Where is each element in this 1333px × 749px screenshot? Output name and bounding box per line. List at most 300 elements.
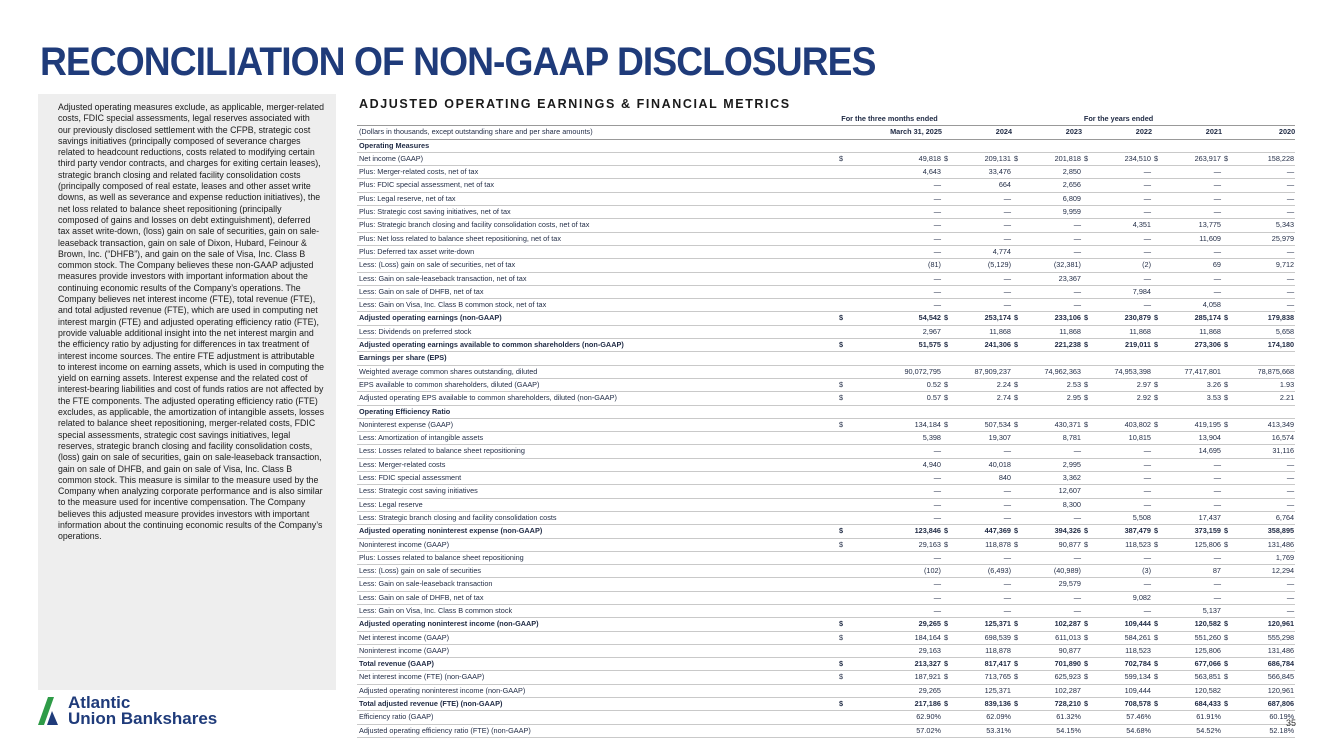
currency-symbol	[1012, 485, 1024, 498]
cell-value: —	[1024, 445, 1082, 458]
table-row	[357, 485, 1295, 498]
currency-symbol	[1222, 325, 1234, 338]
logo-text-union-bankshares: Union Bankshares	[68, 709, 218, 728]
cell-value: 179,838	[1234, 312, 1295, 325]
cell-value: —	[1094, 166, 1152, 179]
row-label: Less: Amortization of intangible assets	[357, 432, 837, 445]
row-label: Less: FDIC special assessment	[357, 472, 837, 485]
cell-value: —	[1164, 272, 1222, 285]
cell-value: 358,895	[1234, 525, 1295, 538]
cell-value: —	[849, 511, 942, 524]
cell-value: 74,962,363	[1024, 365, 1082, 378]
table-row	[357, 285, 1295, 298]
cell-value: 201,818	[1024, 152, 1082, 165]
currency-symbol	[1222, 511, 1234, 524]
cell-value: 77,417,801	[1164, 365, 1222, 378]
currency-symbol	[942, 711, 954, 724]
cell-value: —	[1234, 179, 1295, 192]
cell-value: 187,921	[849, 671, 942, 684]
currency-symbol	[942, 192, 954, 205]
currency-symbol: $	[1082, 698, 1094, 711]
row-label: Noninterest income (GAAP)	[357, 644, 837, 657]
cell-value: 25,979	[1234, 232, 1295, 245]
currency-symbol	[942, 498, 954, 511]
cell-value: —	[954, 578, 1012, 591]
cell-value: 120,961	[1234, 684, 1295, 697]
cell-value: (81)	[849, 259, 942, 272]
cell-value: —	[954, 511, 1012, 524]
cell-value: 555,298	[1234, 631, 1295, 644]
cell-value: 9,082	[1094, 591, 1152, 604]
cell-value: (5,129)	[954, 259, 1012, 272]
currency-symbol	[837, 206, 849, 219]
currency-symbol	[942, 485, 954, 498]
cell-value: —	[1234, 458, 1295, 471]
cell-value: —	[1234, 166, 1295, 179]
currency-symbol	[1082, 565, 1094, 578]
cell-value: 62.90%	[849, 711, 942, 724]
cell-value: —	[1094, 179, 1152, 192]
row-label: Less: Gain on sale of DHFB, net of tax	[357, 591, 837, 604]
cell-value: 120,582	[1164, 618, 1222, 631]
currency-symbol: $	[1152, 671, 1164, 684]
currency-symbol: $	[1222, 658, 1234, 671]
currency-symbol	[1152, 458, 1164, 471]
currency-symbol: $	[1222, 392, 1234, 405]
atlantic-union-a-icon	[38, 697, 64, 725]
cell-value: 19,307	[954, 432, 1012, 445]
cell-value: 2,656	[1024, 179, 1082, 192]
cell-value: 2.92	[1094, 392, 1152, 405]
cell-value: 2,967	[849, 325, 942, 338]
currency-symbol: $	[1082, 671, 1094, 684]
cell-value: —	[849, 245, 942, 258]
currency-symbol: $	[1012, 671, 1024, 684]
currency-symbol	[1152, 206, 1164, 219]
currency-symbol	[1012, 724, 1024, 737]
row-label: Total adjusted revenue (FTE) (non-GAAP)	[357, 698, 837, 711]
cell-value: 9,959	[1024, 206, 1082, 219]
table-row	[357, 325, 1295, 338]
currency-symbol	[942, 591, 954, 604]
cell-value: 118,523	[1094, 644, 1152, 657]
currency-symbol	[942, 565, 954, 578]
currency-symbol	[837, 591, 849, 604]
currency-symbol	[1222, 299, 1234, 312]
cell-value: 118,878	[954, 538, 1012, 551]
cell-value: 11,868	[1164, 325, 1222, 338]
financial-metrics-table	[357, 113, 1295, 738]
currency-symbol	[1222, 232, 1234, 245]
cell-value: 17,437	[1164, 511, 1222, 524]
cell-value: 5,658	[1234, 325, 1295, 338]
table-total-row	[357, 339, 1295, 352]
currency-symbol: $	[1152, 392, 1164, 405]
cell-value: 3.53	[1164, 392, 1222, 405]
currency-symbol: $	[942, 392, 954, 405]
currency-symbol	[837, 684, 849, 697]
table-row	[357, 565, 1295, 578]
cell-value: 184,164	[849, 631, 942, 644]
currency-symbol: $	[942, 538, 954, 551]
table-row	[357, 299, 1295, 312]
currency-symbol	[942, 219, 954, 232]
currency-symbol: $	[1222, 418, 1234, 431]
cell-value: 394,326	[1024, 525, 1082, 538]
cell-value: —	[954, 219, 1012, 232]
currency-symbol: $	[837, 538, 849, 551]
row-label: Plus: Strategic cost saving initiatives, net of tax	[357, 206, 837, 219]
cell-value: —	[1234, 498, 1295, 511]
row-label: Less: Gain on sale-leaseback transaction, net of tax	[357, 272, 837, 285]
cell-value: 1.93	[1234, 378, 1295, 391]
column-header: 2020	[1222, 126, 1295, 139]
currency-symbol: $	[1152, 631, 1164, 644]
currency-symbol	[1152, 232, 1164, 245]
cell-value: —	[1164, 472, 1222, 485]
cell-value: 118,523	[1094, 538, 1152, 551]
cell-value: —	[1094, 192, 1152, 205]
currency-symbol	[1082, 432, 1094, 445]
currency-symbol	[942, 472, 954, 485]
currency-symbol	[837, 299, 849, 312]
cell-value: 213,327	[849, 658, 942, 671]
cell-value: —	[1024, 219, 1082, 232]
cell-value: 125,806	[1164, 644, 1222, 657]
currency-symbol	[1082, 232, 1094, 245]
cell-value: 684,433	[1164, 698, 1222, 711]
cell-value: 102,287	[1024, 618, 1082, 631]
cell-value: —	[1024, 232, 1082, 245]
cell-value: 234,510	[1094, 152, 1152, 165]
cell-value: 209,131	[954, 152, 1012, 165]
currency-symbol: $	[1222, 618, 1234, 631]
currency-symbol	[942, 325, 954, 338]
currency-symbol: $	[942, 525, 954, 538]
currency-symbol	[1152, 445, 1164, 458]
cell-value: 698,539	[954, 631, 1012, 644]
cell-value: 90,072,795	[849, 365, 942, 378]
currency-symbol	[1152, 551, 1164, 564]
table-row	[357, 684, 1295, 697]
cell-value: —	[1024, 604, 1082, 617]
row-label: Less: Dividends on preferred stock	[357, 325, 837, 338]
cell-value: 8,300	[1024, 498, 1082, 511]
currency-symbol	[1012, 206, 1024, 219]
currency-symbol	[837, 179, 849, 192]
table-row	[357, 591, 1295, 604]
page-number: 35	[1285, 718, 1296, 728]
cell-value: 102,287	[1024, 684, 1082, 697]
currency-symbol: $	[1082, 392, 1094, 405]
cell-value: 217,186	[849, 698, 942, 711]
cell-value: 29,579	[1024, 578, 1082, 591]
cell-value: 16,574	[1234, 432, 1295, 445]
cell-value: 563,851	[1164, 671, 1222, 684]
cell-value: —	[1094, 445, 1152, 458]
cell-value: —	[849, 445, 942, 458]
currency-symbol: $	[1152, 418, 1164, 431]
cell-value: 90,877	[1024, 538, 1082, 551]
row-label: Less: Losses related to balance sheet repositioning	[357, 445, 837, 458]
section-label: Earnings per share (EPS)	[357, 352, 1295, 365]
cell-value: —	[849, 299, 942, 312]
cell-value: 14,695	[1164, 445, 1222, 458]
cell-value: 29,163	[849, 538, 942, 551]
currency-symbol	[942, 684, 954, 697]
currency-symbol	[837, 365, 849, 378]
currency-symbol	[837, 166, 849, 179]
currency-symbol	[1082, 219, 1094, 232]
cell-value: 817,417	[954, 658, 1012, 671]
row-label: Plus: Strategic branch closing and facility consolidation costs, net of tax	[357, 219, 837, 232]
currency-symbol	[1082, 485, 1094, 498]
header-years-ended: For the years ended	[942, 113, 1295, 126]
currency-symbol	[1012, 565, 1024, 578]
cell-value: 11,609	[1164, 232, 1222, 245]
currency-symbol: $	[942, 418, 954, 431]
currency-symbol	[1012, 498, 1024, 511]
cell-value: 109,444	[1094, 684, 1152, 697]
cell-value: 677,066	[1164, 658, 1222, 671]
cell-value: —	[849, 472, 942, 485]
cell-value: 78,875,668	[1234, 365, 1295, 378]
cell-value: —	[1094, 232, 1152, 245]
cell-value: 611,013	[1024, 631, 1082, 644]
section-label: Operating Measures	[357, 139, 1295, 152]
currency-symbol	[942, 445, 954, 458]
cell-value: 29,163	[849, 644, 942, 657]
currency-symbol: $	[837, 392, 849, 405]
table-row	[357, 418, 1295, 431]
currency-symbol	[1222, 578, 1234, 591]
cell-value: 2.95	[1024, 392, 1082, 405]
currency-symbol	[1012, 511, 1024, 524]
currency-symbol	[1082, 578, 1094, 591]
currency-symbol	[942, 245, 954, 258]
table-row	[357, 179, 1295, 192]
currency-symbol	[1222, 591, 1234, 604]
cell-value: —	[1094, 498, 1152, 511]
currency-symbol: $	[942, 152, 954, 165]
cell-value: —	[1094, 206, 1152, 219]
cell-value: 686,784	[1234, 658, 1295, 671]
currency-symbol: $	[837, 525, 849, 538]
row-label: Adjusted operating earnings (non-GAAP)	[357, 312, 837, 325]
sidebar-description: Adjusted operating measures exclude, as applicable, merger-related costs, FDIC special assessments, legal reserves associated with our previously disclosed settlement with the CFPB, strategic cost savings initiatives (principally composed of severance charges related to headcount reductions, costs related to modifying certain third party vendor contracts, and charges for exiting certain leases), strategic branch closing and related facility consolidation costs (principally composed of real estate, leases and other asset write downs, as well as severance and expense reduction initiatives), the net loss related to balance sheet repositioning (principally composed of gains and losses on debt extinguishment), deferred tax asset write-down, (loss) gain on sale of securities, gain on sale-leaseback transaction, gain on sale of Dixon, Hubard, Feinour & Brown, Inc. (“DHFB”), and gain on the sale of Visa, Inc. Class B common stock. The Company believes these non-GAAP adjusted measures provide investors with important information about the continuing economic results of the Company’s operations. The Company believes net interest income (FTE), total revenue (FTE), and total adjusted revenue (FTE), which are used in computing net interest margin (FTE) and adjusted operating efficiency ratio (FTE), provide valuable additional insight into the net interest margin and the efficiency ratio by adjusting for differences in tax treatment of interest income sources. The entire FTE adjustment is attributable to interest income on earning assets, which is used in computing the yield on earning assets. Interest expense and the related cost of interest-bearing liabilities and cost of funds ratios are not affected by the FTE components. The adjusted operating efficiency ratio (FTE) excludes, as applicable, the amortization of intangible assets, losses related to balance sheet repositioning, merger-related costs, FDIC special assessments, strategic cost savings initiatives, legal reserves, strategic branch closing and facility consolidation costs, (loss) gain on sale of securities, gain on sale-leaseback transaction, gain on sale of DHFB, and gain on sale of Visa, Inc. Class B common stock. This measure is similar to the measure used by the Company when analyzing corporate performance and is also similar to the measure used for incentive compensation. The Company believes this adjusted measure provides investors with important information about the continuing economic results of the Company’s operations.	[58, 102, 325, 542]
currency-symbol	[837, 565, 849, 578]
currency-symbol: $	[1012, 658, 1024, 671]
row-label: EPS available to common shareholders, diluted (GAAP)	[357, 378, 837, 391]
cell-value: —	[1164, 166, 1222, 179]
currency-symbol: $	[837, 312, 849, 325]
cell-value: —	[849, 192, 942, 205]
currency-symbol: $	[1152, 378, 1164, 391]
cell-value: 5,137	[1164, 604, 1222, 617]
currency-symbol	[1222, 272, 1234, 285]
currency-symbol	[1082, 472, 1094, 485]
cell-value: 4,351	[1094, 219, 1152, 232]
row-label: Less: Gain on Visa, Inc. Class B common stock	[357, 604, 837, 617]
row-label: Adjusted operating efficiency ratio (FTE) (non-GAAP)	[357, 724, 837, 737]
cell-value: —	[954, 285, 1012, 298]
table-total-row	[357, 312, 1295, 325]
currency-symbol: $	[837, 339, 849, 352]
currency-symbol	[1222, 472, 1234, 485]
cell-value: 253,174	[954, 312, 1012, 325]
cell-value: —	[849, 551, 942, 564]
currency-symbol	[837, 259, 849, 272]
currency-symbol	[1012, 578, 1024, 591]
currency-symbol	[1082, 166, 1094, 179]
currency-symbol	[1082, 259, 1094, 272]
column-header: 2023	[1012, 126, 1082, 139]
table-row	[357, 511, 1295, 524]
currency-symbol: $	[1012, 152, 1024, 165]
currency-symbol: $	[837, 698, 849, 711]
table-row	[357, 644, 1295, 657]
currency-symbol	[1082, 272, 1094, 285]
cell-value: 54.52%	[1164, 724, 1222, 737]
cell-value: 0.52	[849, 378, 942, 391]
cell-value: 2.74	[954, 392, 1012, 405]
cell-value: 11,868	[1094, 325, 1152, 338]
currency-symbol: $	[942, 339, 954, 352]
currency-symbol	[1222, 245, 1234, 258]
row-label: Noninterest expense (GAAP)	[357, 418, 837, 431]
cell-value: —	[954, 206, 1012, 219]
cell-value: —	[1234, 591, 1295, 604]
table-row	[357, 272, 1295, 285]
cell-value: —	[849, 591, 942, 604]
section-title: ADJUSTED OPERATING EARNINGS & FINANCIAL METRICS	[359, 97, 791, 111]
currency-symbol	[1222, 166, 1234, 179]
currency-symbol	[1152, 578, 1164, 591]
currency-symbol: $	[1082, 312, 1094, 325]
cell-value: 403,802	[1094, 418, 1152, 431]
currency-symbol	[837, 219, 849, 232]
currency-symbol	[1082, 365, 1094, 378]
currency-symbol	[1012, 325, 1024, 338]
currency-symbol	[1012, 684, 1024, 697]
currency-symbol	[1152, 259, 1164, 272]
cell-value: 13,904	[1164, 432, 1222, 445]
currency-symbol	[1222, 365, 1234, 378]
currency-symbol	[1152, 498, 1164, 511]
cell-value: 566,845	[1234, 671, 1295, 684]
cell-value: (6,493)	[954, 565, 1012, 578]
cell-value: 12,607	[1024, 485, 1082, 498]
cell-value: —	[1024, 511, 1082, 524]
table-row	[357, 365, 1295, 378]
currency-symbol	[837, 472, 849, 485]
financial-table-container	[357, 113, 1295, 738]
row-label: Less: Strategic branch closing and facility consolidation costs	[357, 511, 837, 524]
cell-value: (102)	[849, 565, 942, 578]
table-total-row	[357, 698, 1295, 711]
currency-symbol	[1012, 711, 1024, 724]
currency-symbol	[1082, 498, 1094, 511]
currency-symbol: $	[1222, 312, 1234, 325]
cell-value: —	[954, 485, 1012, 498]
currency-symbol	[837, 232, 849, 245]
currency-symbol: $	[1222, 339, 1234, 352]
cell-value: —	[954, 299, 1012, 312]
header-units-label: (Dollars in thousands, except outstanding share and per share amounts)	[357, 126, 837, 139]
cell-value: 69	[1164, 259, 1222, 272]
currency-symbol	[1152, 192, 1164, 205]
table-row	[357, 578, 1295, 591]
currency-symbol: $	[1012, 418, 1024, 431]
currency-symbol: $	[1152, 312, 1164, 325]
row-label: Adjusted operating noninterest expense (non-GAAP)	[357, 525, 837, 538]
cell-value: —	[1234, 485, 1295, 498]
currency-symbol	[837, 192, 849, 205]
currency-symbol	[1152, 684, 1164, 697]
cell-value: —	[1234, 604, 1295, 617]
currency-symbol: $	[942, 312, 954, 325]
currency-symbol: $	[1082, 152, 1094, 165]
cell-value: —	[1094, 458, 1152, 471]
cell-value: 51,575	[849, 339, 942, 352]
cell-value: —	[954, 591, 1012, 604]
row-label: Total revenue (GAAP)	[357, 658, 837, 671]
logo-text-atlantic: Atlantic	[68, 693, 131, 712]
currency-symbol	[837, 604, 849, 617]
currency-symbol: $	[942, 698, 954, 711]
row-label: Noninterest income (GAAP)	[357, 538, 837, 551]
currency-symbol	[942, 285, 954, 298]
currency-symbol	[1152, 365, 1164, 378]
currency-symbol: $	[1152, 152, 1164, 165]
currency-symbol	[942, 179, 954, 192]
currency-symbol: $	[1152, 618, 1164, 631]
currency-symbol	[1152, 432, 1164, 445]
cell-value: —	[954, 192, 1012, 205]
currency-symbol: $	[1082, 538, 1094, 551]
cell-value: (40,989)	[1024, 565, 1082, 578]
row-label: Weighted average common shares outstanding, diluted	[357, 365, 837, 378]
currency-symbol: $	[942, 631, 954, 644]
cell-value: 8,781	[1024, 432, 1082, 445]
currency-symbol	[1222, 498, 1234, 511]
cell-value: —	[1094, 604, 1152, 617]
currency-symbol	[1012, 604, 1024, 617]
currency-symbol	[1222, 192, 1234, 205]
currency-symbol	[1222, 179, 1234, 192]
cell-value: —	[1024, 591, 1082, 604]
currency-symbol	[837, 432, 849, 445]
currency-symbol: $	[942, 658, 954, 671]
table-total-row	[357, 658, 1295, 671]
currency-symbol: $	[1152, 339, 1164, 352]
currency-symbol	[837, 445, 849, 458]
currency-symbol: $	[837, 378, 849, 391]
cell-value: —	[1234, 206, 1295, 219]
currency-symbol	[837, 285, 849, 298]
currency-symbol: $	[1012, 339, 1024, 352]
cell-value: 3,362	[1024, 472, 1082, 485]
cell-value: —	[849, 219, 942, 232]
cell-value: 62.09%	[954, 711, 1012, 724]
row-label: Plus: FDIC special assessment, net of tax	[357, 179, 837, 192]
row-label: Less: Gain on sale-leaseback transaction	[357, 578, 837, 591]
currency-symbol	[942, 604, 954, 617]
table-body	[357, 139, 1295, 737]
table-row	[357, 498, 1295, 511]
currency-symbol: $	[837, 152, 849, 165]
currency-symbol	[1222, 604, 1234, 617]
